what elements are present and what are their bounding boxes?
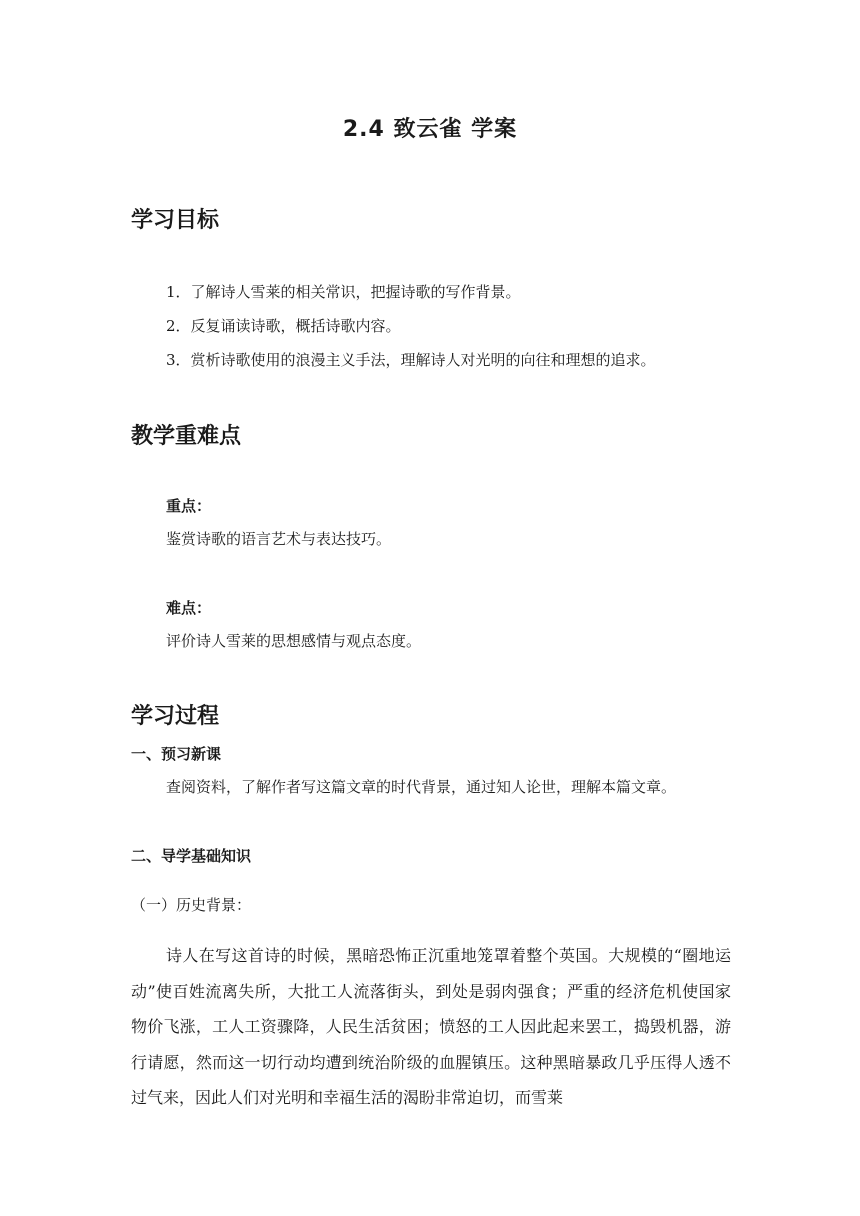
heading-process: 学习过程 (131, 704, 220, 729)
objective-item-1: 1．了解诗人雪莱的相关常识，把握诗歌的写作背景。 (166, 283, 521, 301)
part1-text: 查阅资料，了解作者写这篇文章的时代背景，通过知人论世，理解本篇文章。 (166, 778, 677, 796)
objective-item-2: 2．反复诵读诗歌，概括诗歌内容。 (166, 317, 401, 335)
page-title: 2.4 致云雀 学案 (342, 117, 518, 142)
sub1-heading: （一）历史背景： (131, 896, 252, 914)
part1-heading: 一、预习新课 (131, 745, 222, 763)
difficult-point-label: 难点： (166, 599, 212, 617)
key-point-label: 重点： (166, 497, 212, 515)
background-paragraph: 诗人在写这首诗的时候，黑暗恐怖正沉重地笼罩着整个英国。大规模的“圈地运动”使百姓流离失所，大批工人流落街头，到处是弱肉强食；严重的经济危机使国家物价飞涨，工人工资骤降，人民生活贫困；愤怒的工人因此起来罢工，捣毁机器，游行请愿，然而这一切行动均遭到统治阶级的血腥镇压。这种黑暗暴政几乎压得人透不过气来，因此人们对光明和幸福生活的渴盼非常迫切，而雪莱 (131, 946, 731, 1107)
objective-item-3: 3．赏析诗歌使用的浪漫主义手法，理解诗人对光明的向往和理想的追求。 (166, 351, 656, 369)
heading-objectives: 学习目标 (131, 208, 220, 233)
key-point-text: 鉴赏诗歌的语言艺术与表达技巧。 (166, 530, 392, 548)
part2-heading: 二、导学基础知识 (131, 847, 252, 865)
difficult-point-text: 评价诗人雪莱的思想感情与观点态度。 (166, 632, 422, 650)
heading-key-points: 教学重难点 (131, 424, 242, 449)
